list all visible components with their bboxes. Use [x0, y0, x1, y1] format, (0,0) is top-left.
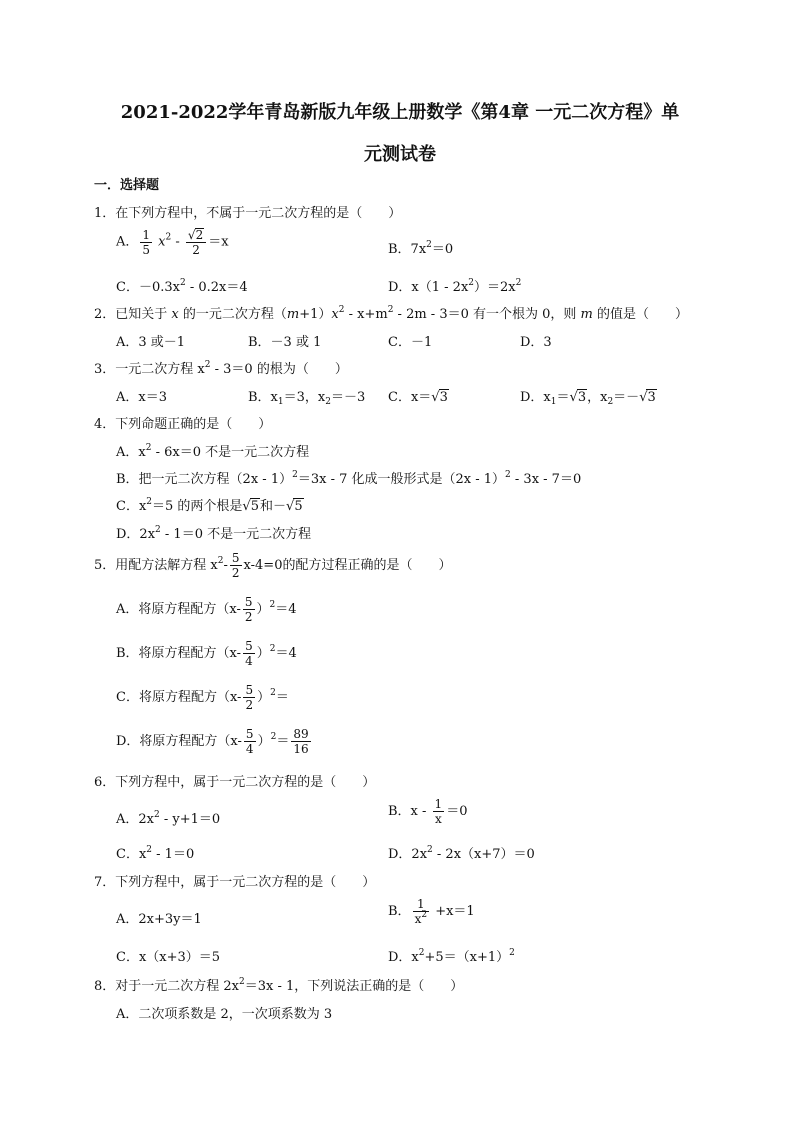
fraction: $\frac{5}{4}$: [245, 727, 254, 756]
fraction: $\frac{1}{x^2}$: [414, 897, 428, 926]
q1-option-a[interactable]: A． $\frac{1}{5}$ $x^2$ - $\frac{√2}{2}$ ＝x: [116, 227, 229, 257]
q7-option-c[interactable]: C．x（x+3）＝5: [116, 950, 221, 965]
q7-option-a[interactable]: A．2x+3y＝1: [116, 912, 202, 927]
section-heading: 一．选择题: [94, 178, 160, 193]
q4-option-c[interactable]: C．$x^2=5$ 的两个根是√5和－√5: [116, 497, 303, 514]
q6-option-a[interactable]: A．$2x^2 - y+1=0$: [116, 810, 221, 827]
question-8-stem: 8．对于一元二次方程 $2x^2=3x - 1$，下列说法正确的是（ ）: [94, 977, 464, 994]
q2-option-b[interactable]: B．－3 或 1: [248, 335, 322, 350]
q5-option-b[interactable]: B．将原方程配方（x- $\frac{5}{4}$ ）$^2$＝4: [116, 639, 297, 668]
q5-option-c[interactable]: C．将原方程配方（x- $\frac{5}{2}$ ）$^2$＝: [116, 683, 289, 712]
fraction: $\frac{√2}{2}$: [186, 228, 206, 256]
fraction: $\frac{89}{16}$: [293, 727, 309, 756]
fraction: $\frac{1}{x}$: [434, 797, 443, 826]
fraction: $\frac{1}{5}$: [142, 227, 151, 257]
question-7-stem: 7．下列方程中，属于一元二次方程的是（ ）: [94, 875, 376, 890]
question-1-stem: 1．在下列方程中，不属于一元二次方程的是（ ）: [94, 206, 402, 221]
q4-option-a[interactable]: A．$x^2 - 6x=0$ 不是一元二次方程: [116, 443, 310, 460]
fraction: $\frac{5}{2}$: [231, 551, 240, 580]
question-2-stem: 2．已知关于 x 的一元二次方程$(m+1)x^2 - x+m^2 - 2m - 3=0$ 有一个根为 0，则 m 的值是（ ）: [94, 305, 689, 322]
q7-option-d[interactable]: D．$x^2+5=(x+1)^2$: [388, 948, 515, 965]
question-6-stem: 6．下列方程中，属于一元二次方程的是（ ）: [94, 775, 376, 790]
question-3-stem: 3．一元二次方程 $x^2 - 3=0$ 的根为（ ）: [94, 360, 348, 377]
q6-option-b[interactable]: B．x - $\frac{1}{x}$ ＝0: [388, 797, 468, 826]
q2-option-c[interactable]: C．－1: [388, 335, 433, 350]
q5-option-d[interactable]: D．将原方程配方（x- $\frac{5}{4}$ ）$^2$＝ $\frac{89}{16}$: [116, 727, 309, 756]
q4-option-d[interactable]: D．$2x^2 - 1=0$ 不是一元二次方程: [116, 525, 312, 542]
q6-option-d[interactable]: D．$2x^2 - 2x(x+7)=0$: [388, 845, 535, 862]
q2-option-d[interactable]: D．3: [520, 335, 552, 350]
q5-option-a[interactable]: A．将原方程配方（x- $\frac{5}{2}$ ）$^2$＝4: [116, 595, 297, 624]
page-title: 2021-2022学年青岛新版九年级上册数学《第4章 一元二次方程》单: [120, 102, 680, 123]
q4-option-b[interactable]: B．把一元二次方程（2x - 1）$^2$＝3x - 7 化成一般形式是（2x - 1）$^2$ - 3x - 7＝0: [116, 470, 582, 487]
q2-option-a[interactable]: A．3 或－1: [116, 335, 186, 350]
fraction: $\frac{5}{2}$: [245, 683, 254, 712]
q3-option-a[interactable]: A．x＝3: [116, 390, 167, 405]
q7-option-b[interactable]: B． $\frac{1}{x^2}$ +x＝1: [388, 897, 475, 926]
q1-option-c[interactable]: C．$-0.3x^2 - 0.2x=4$: [116, 278, 248, 295]
q1-option-b[interactable]: B．$7x^2=0$: [388, 240, 454, 257]
q1-option-d[interactable]: D．$x(1 - 2x^2)=2x^2$: [388, 278, 522, 295]
fraction: $\frac{5}{2}$: [244, 595, 253, 624]
q3-option-c[interactable]: C．x＝√3: [388, 390, 448, 405]
q8-option-a[interactable]: A．二次项系数是 2，一次项系数为 3: [116, 1007, 333, 1022]
page-title-continued: 元测试卷: [364, 144, 436, 165]
q6-option-c[interactable]: C．$x^2 - 1=0$: [116, 845, 195, 862]
question-4-stem: 4．下列命题正确的是（ ）: [94, 417, 272, 432]
q3-option-b[interactable]: B．$x_1=3$，$x_2=-3$: [248, 390, 366, 407]
question-5-stem: 5．用配方法解方程 $x^2-$ $\frac{5}{2}$ x-4=0的配方过程正确的是（ ）: [94, 551, 452, 580]
q3-option-d[interactable]: D．$x_1=√3$，$x_2=-√3$: [520, 390, 656, 407]
fraction: $\frac{5}{4}$: [245, 639, 253, 668]
